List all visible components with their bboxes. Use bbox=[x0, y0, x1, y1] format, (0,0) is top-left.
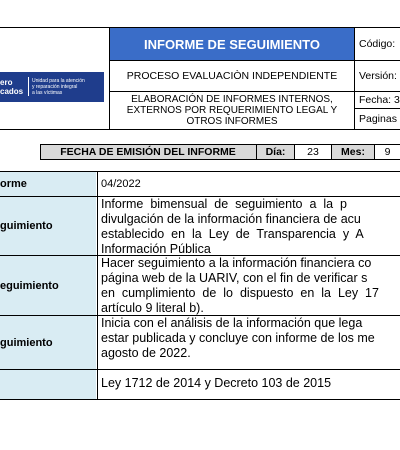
logo-text-right: Unidad para la atención y reparación integral a las víctimas bbox=[32, 78, 85, 96]
logo bbox=[0, 72, 104, 102]
row-5-value bbox=[101, 376, 400, 391]
row-3-line: Hacer seguimiento a la información financiera co bbox=[101, 256, 372, 270]
row-3-value bbox=[101, 256, 400, 316]
row-3-line: en cumplimiento de lo dispuesto en la Ley 17 bbox=[101, 286, 379, 300]
row-5-label bbox=[0, 370, 96, 399]
process-name: PROCESO EVALUACIÒN INDEPENDIENTE bbox=[126, 69, 338, 82]
paginas-label: Paginas bbox=[359, 113, 397, 125]
row-2-line: divulgación de la información financiera de acu bbox=[101, 212, 361, 226]
fecha-label: Fecha: 3 bbox=[359, 94, 400, 106]
report-title: INFORME DE SEGUIMIENTO bbox=[110, 28, 354, 60]
row-2-line: establecido en la Ley de Transparencia y A bbox=[101, 227, 364, 241]
row-2-label: guimiento bbox=[0, 197, 96, 255]
row-4-line: estar publicada y concluye con informe de los me bbox=[101, 331, 375, 345]
row-1-line: 04/2022 bbox=[101, 178, 141, 190]
row-3-line: artículo 9 literal b). bbox=[101, 301, 204, 315]
version-label: Versión: bbox=[359, 70, 397, 82]
row-2-line: Informe bimensual de seguimiento a la p bbox=[101, 197, 347, 211]
row-5-line: Ley 1712 de 2014 y Decreto 103 de 2015 bbox=[101, 376, 332, 390]
codigo-label: Código: bbox=[359, 38, 396, 50]
row-2-value bbox=[101, 197, 400, 257]
dia-value: 23 bbox=[295, 145, 331, 159]
row-2-line: Información Pública bbox=[101, 242, 211, 256]
row-1-value bbox=[101, 177, 400, 192]
row-4-line: Inicia con el análisis de la información que lega bbox=[101, 316, 363, 330]
row-4-label: guimiento bbox=[0, 316, 96, 369]
logo-text-left: ero cados bbox=[0, 78, 24, 96]
mes-label: Mes: bbox=[332, 145, 374, 159]
row-4-line: agosto de 2022. bbox=[101, 346, 191, 360]
row-1-label: orme bbox=[0, 172, 96, 196]
row-4-value bbox=[101, 316, 400, 361]
row-3-label: eguimiento bbox=[0, 256, 96, 315]
fecha-emision-label: FECHA DE EMISIÓN DEL INFORME bbox=[40, 145, 256, 159]
document-subtitle: ELABORACIÓN DE INFORMES INTERNOS, EXTERNOS POR REQUERIMIENTO LEGAL Y OTROS INFORMES bbox=[126, 94, 338, 127]
mes-value: 9 bbox=[375, 145, 400, 159]
logo-divider bbox=[28, 77, 29, 96]
dia-label: Día: bbox=[257, 145, 294, 159]
row-3-line: página web de la UARIV, con el fin de verificar s bbox=[101, 271, 368, 285]
